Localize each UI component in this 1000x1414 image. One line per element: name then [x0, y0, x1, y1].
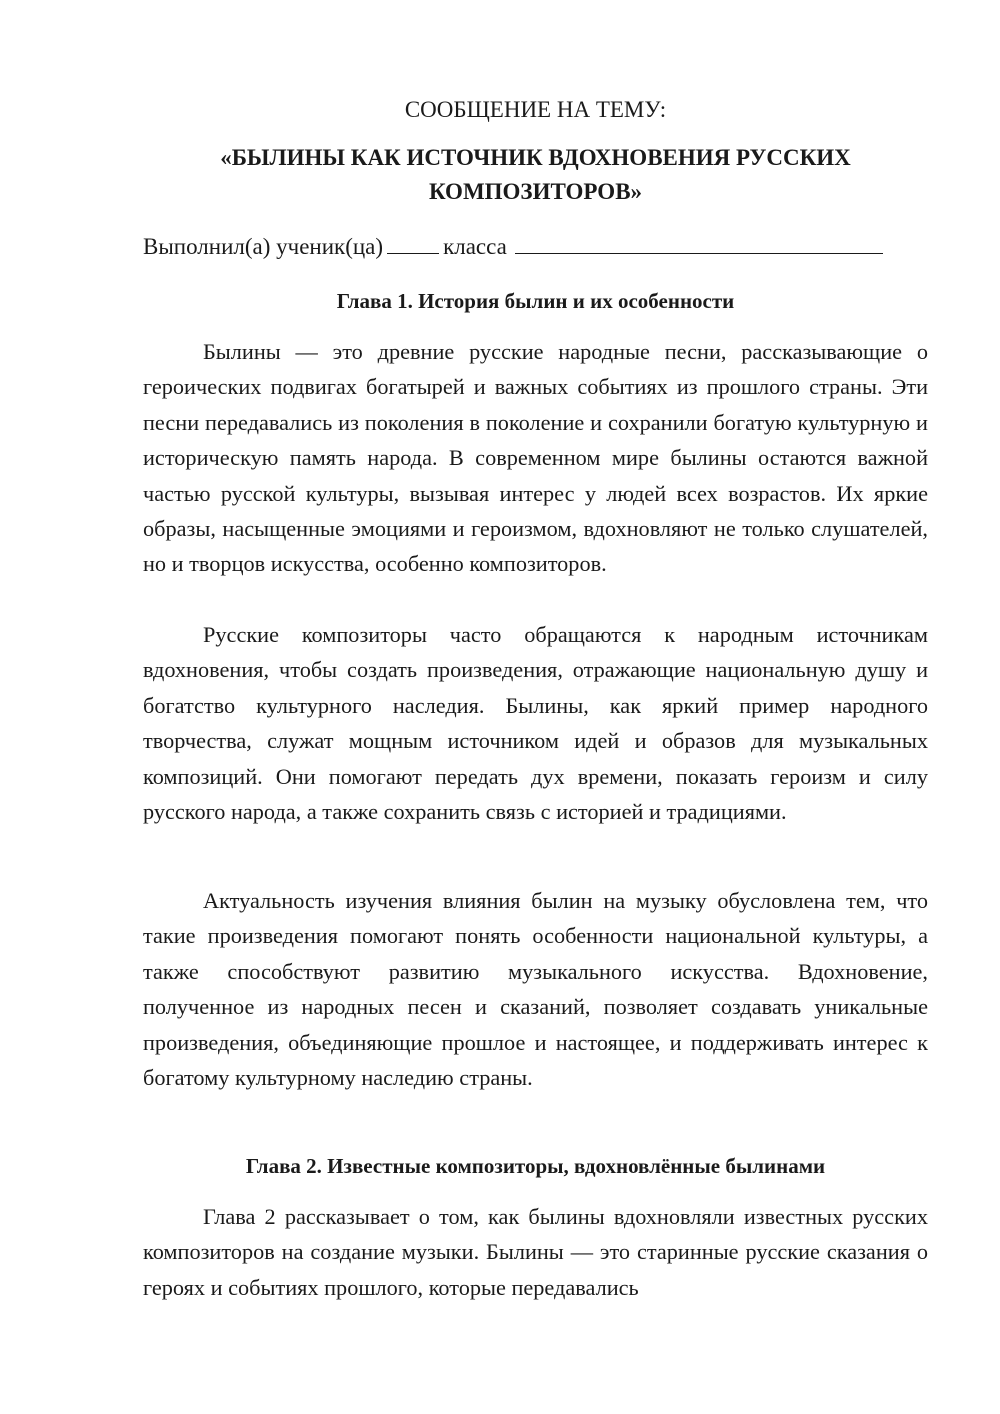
name-blank [515, 231, 883, 254]
chapter-1-paragraph-2: Русские композиторы часто обращаются к народным источникам вдохновения, чтобы создать произведения, отражающие национальную душу и богатство культурного наследия. Былины, как яркий пример народного творчества, служат мощным источником идей и образов для музыкальных композиций. Они помогают передать дух времени, показать героизм и силу русского народа, а также сохранить связь с историей и традициями. [143, 622, 928, 825]
chapter-2-title: Глава 2. Известные композиторы, вдохновлённые былинами [245, 1154, 826, 1178]
performed-by-label: Выполнил(а) ученик(ца) [143, 234, 384, 259]
document-title: «БЫЛИНЫ КАК ИСТОЧНИК ВДОХНОВЕНИЯ РУССКИХ КОМПОЗИТОРОВ» [220, 145, 851, 204]
chapter-1-paragraph-1: Былины — это древние русские народные песни, рассказывающие о героических подвигах богатырей и важных событиях из прошлого страны. Эти песни передавались из поколения в поколение и сохранили богатую культурную и историческую память народа. В современном мире былины остаются важной частью русской культуры, вызывая интерес у людей всех возрастов. Их яркие образы, насыщенные эмоциями и героизмом, вдохновляют не только слушателей, но и творцов искусства, особенно композиторов. [143, 339, 928, 577]
message-topic-label: СООБЩЕНИЕ НА ТЕМУ: [404, 97, 667, 122]
chapter-2-paragraph-1: Глава 2 рассказывает о том, как былины вдохновляли известных русских композиторов на создание музыки. Былины — это старинные русские сказания о героях и событиях прошлого, которые передавались [143, 1204, 928, 1300]
chapter-1-title: Глава 1. История былин и их особенности [336, 289, 735, 313]
class-label: класса [443, 234, 507, 259]
chapter-1-paragraph-3: Актуальность изучения влияния былин на музыку обусловлена тем, что такие произведения помогают понять особенности национальной культуры, а также способствуют развитию музыкального искусства. Вдохновение, полученное из народных песен и сказаний, позволяет создавать уникальные произведения, объединяющие прошлое и настоящее, и поддерживать интерес к богатому культурному наследию страны. [143, 888, 928, 1091]
grade-blank [387, 231, 439, 254]
signature-line [143, 231, 928, 263]
